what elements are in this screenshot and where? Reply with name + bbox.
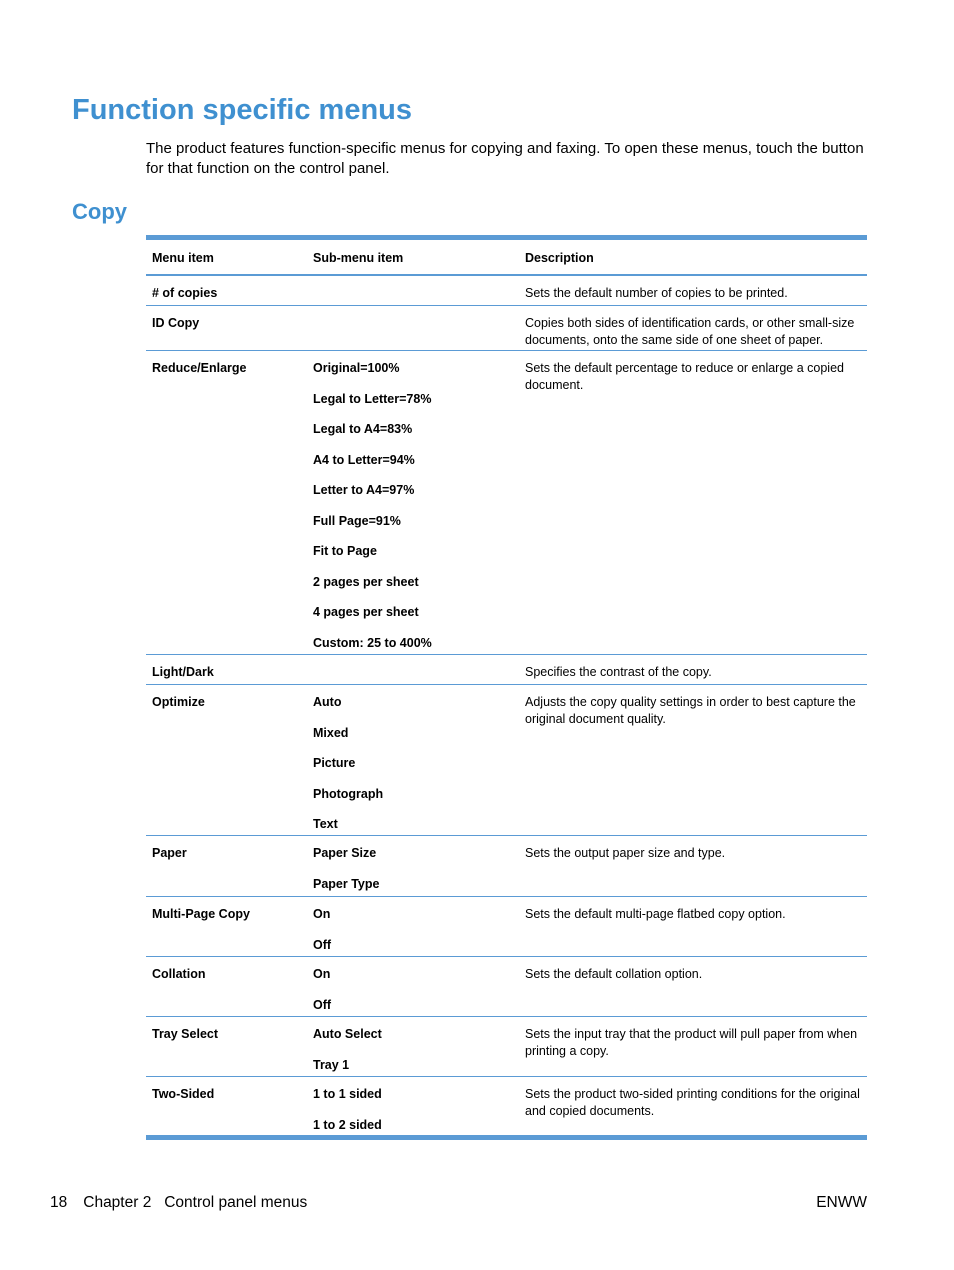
sub-menu-item: 4 pages per sheet <box>313 605 419 619</box>
footer-locale: ENWW <box>816 1194 867 1211</box>
sub-menu-item: Auto Select <box>313 1027 382 1041</box>
description-cell: Sets the default multi-page flatbed copy option. <box>525 907 786 921</box>
menu-item-cell: Light/Dark <box>152 665 214 679</box>
sub-menu-cell <box>307 306 519 350</box>
table-row <box>146 306 867 351</box>
sub-menu-item: Full Page=91% <box>313 513 401 528</box>
sub-menu-item: A4 to Letter=94% <box>313 452 415 467</box>
sub-menu-item: Picture <box>313 756 356 770</box>
menu-item-cell: # of copies <box>152 286 218 300</box>
sub-menu-cell <box>307 957 519 1016</box>
description-cell: Specifies the contrast of the copy. <box>525 665 712 679</box>
menu-item-cell: Two-Sided <box>152 1087 215 1101</box>
sub-menu-item: On <box>313 907 331 921</box>
sub-menu-item: Photograph <box>313 786 384 801</box>
table-row <box>146 276 867 306</box>
menu-item-cell: Optimize <box>152 695 205 709</box>
sub-menu-item: Letter to A4=97% <box>313 483 415 497</box>
sub-menu-item: Original=100% <box>313 361 400 375</box>
sub-menu-item: Tray 1 <box>313 1057 350 1072</box>
chapter-title: Chapter 2 Control panel menus <box>83 1194 308 1211</box>
sub-menu-cell <box>307 685 519 835</box>
menu-item-cell: Collation <box>152 967 206 981</box>
sub-menu-item: 1 to 2 sided <box>313 1117 382 1132</box>
menu-item-cell: Paper <box>152 846 187 860</box>
sub-menu-cell <box>307 276 519 305</box>
sub-menu-item: Legal to A4=83% <box>313 422 413 436</box>
description-cell: Sets the product two-sided printing conditions for the original and copied documents. <box>525 1087 860 1118</box>
table-row <box>146 1017 867 1077</box>
sub-menu-item: Fit to Page <box>313 544 377 558</box>
table-header-row <box>146 240 867 276</box>
sub-menu-item: Off <box>313 997 332 1012</box>
header-sub-menu-item: Sub-menu item <box>313 251 404 265</box>
table-row <box>146 685 867 836</box>
table-row <box>146 351 867 655</box>
copy-menu-table <box>146 235 867 1140</box>
description-cell: Sets the default collation option. <box>525 967 703 981</box>
sub-menu-cell <box>307 351 519 654</box>
table-row <box>146 1077 867 1135</box>
sub-menu-item: Custom: 25 to 400% <box>313 635 432 650</box>
sub-menu-item: Text <box>313 817 338 831</box>
description-cell: Sets the default percentage to reduce or enlarge a copied document. <box>525 361 844 392</box>
sub-menu-item: Off <box>313 937 332 952</box>
description-cell: Copies both sides of identification cards, or other small-size documents, onto the same side of one sheet of paper. <box>525 316 855 347</box>
sub-menu-cell <box>307 897 519 956</box>
footer-left <box>50 1193 323 1213</box>
table-row <box>146 957 867 1017</box>
menu-item-cell: ID Copy <box>152 316 200 330</box>
menu-item-cell: Tray Select <box>152 1027 219 1041</box>
menu-item-cell: Multi-Page Copy <box>152 907 250 921</box>
sub-menu-cell <box>307 1017 519 1076</box>
sub-menu-item: Paper Size <box>313 846 377 860</box>
sub-menu-cell <box>307 836 519 896</box>
table-row <box>146 655 867 685</box>
sub-menu-item: Mixed <box>313 725 349 740</box>
description-cell: Sets the input tray that the product will pull paper from when printing a copy. <box>525 1027 858 1058</box>
sub-menu-item: Paper Type <box>313 876 380 891</box>
description-cell: Adjusts the copy quality settings in order to best capture the original document quality. <box>525 695 856 726</box>
sub-menu-cell <box>307 655 519 684</box>
sub-menu-item: Legal to Letter=78% <box>313 391 432 406</box>
sub-menu-item: On <box>313 967 331 981</box>
section-heading: Copy <box>72 199 127 224</box>
sub-menu-cell <box>307 1077 519 1135</box>
page-number: 18 <box>50 1194 68 1211</box>
table-row <box>146 836 867 897</box>
sub-menu-item: 2 pages per sheet <box>313 574 419 589</box>
header-description: Description <box>525 251 594 265</box>
description-cell: Sets the output paper size and type. <box>525 846 726 860</box>
intro-paragraph: The product features function-specific menus for copying and faxing. To open these menus, touch the button for that function on the control panel. <box>146 140 864 177</box>
sub-menu-item: Auto <box>313 695 342 709</box>
page-title: Function specific menus <box>72 94 412 126</box>
menu-item-cell: Reduce/Enlarge <box>152 361 247 375</box>
table-row <box>146 897 867 957</box>
description-cell: Sets the default number of copies to be printed. <box>525 286 788 300</box>
table-body <box>146 276 867 1135</box>
sub-menu-item: 1 to 1 sided <box>313 1087 382 1101</box>
header-menu-item: Menu item <box>152 251 214 265</box>
